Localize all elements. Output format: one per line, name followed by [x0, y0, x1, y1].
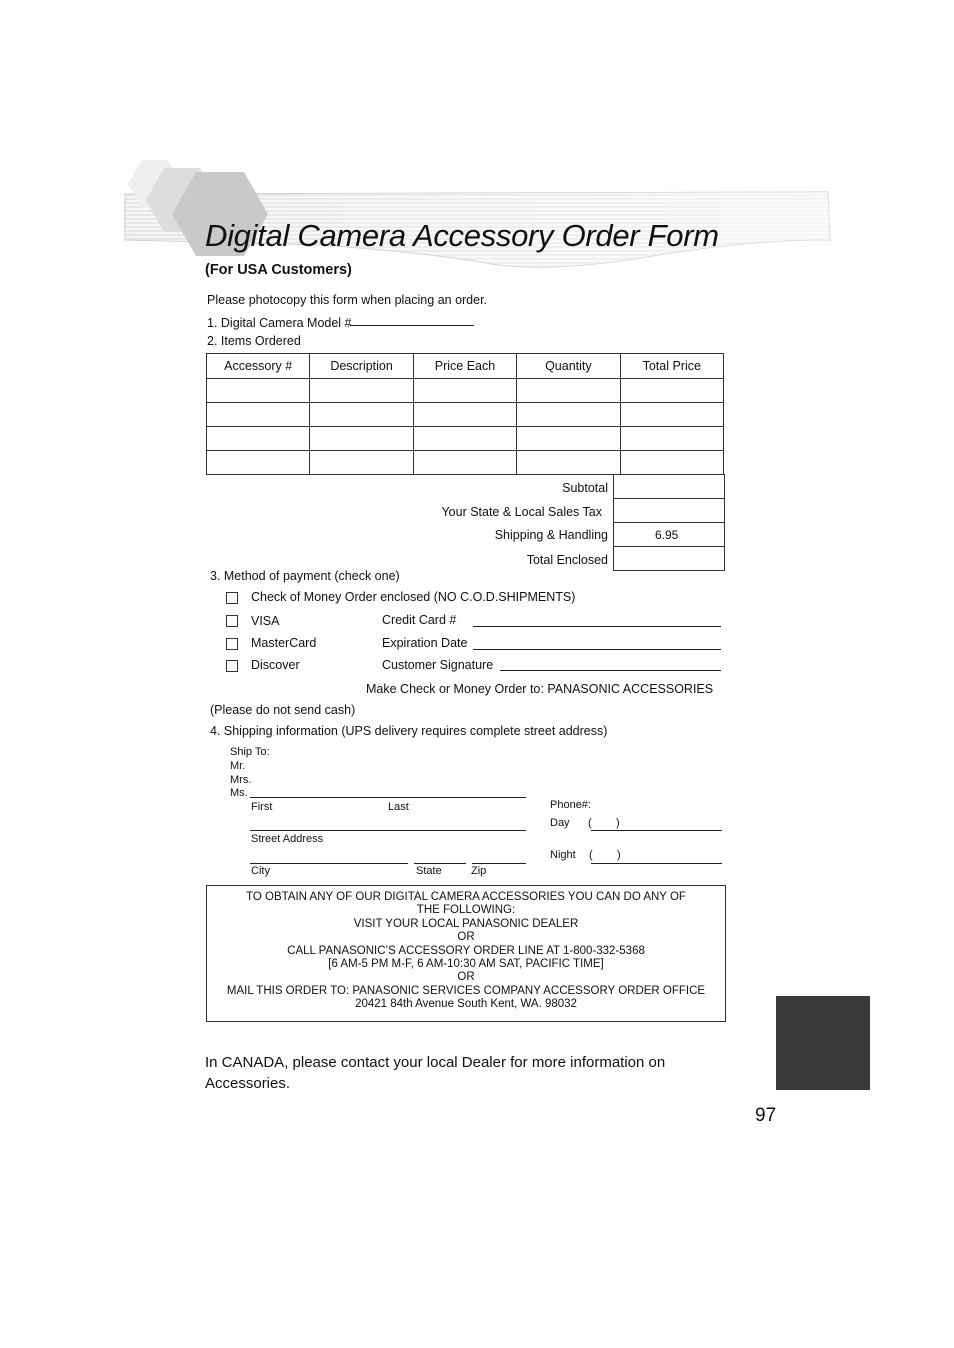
- page-number: 97: [755, 1105, 777, 1126]
- sales-tax-label: Your State & Local Sales Tax: [441, 505, 602, 519]
- table-cell[interactable]: [310, 427, 413, 451]
- table-cell[interactable]: [517, 427, 620, 451]
- check-option-label: Check of Money Order enclosed (NO C.O.D.SHIPMENTS): [251, 590, 576, 604]
- no-cash-note: (Please do not send cash): [210, 703, 356, 717]
- signature-field[interactable]: [500, 670, 721, 671]
- payable-to-note: Make Check or Money Order to: PANASONIC ACCESSORIES: [366, 682, 714, 696]
- subtotal-label: Subtotal: [562, 481, 608, 495]
- info-line: VISIT YOUR LOCAL PANASONIC DEALER: [353, 917, 579, 930]
- visa-label: VISA: [251, 614, 280, 628]
- zip-field[interactable]: [472, 863, 526, 864]
- info-line: OR: [457, 931, 475, 944]
- info-line: [6 AM-5 PM M-F, 6 AM-10:30 AM SAT, PACIFIC TIME]: [328, 958, 604, 971]
- first-name-label: First: [251, 801, 273, 813]
- subtotal-field[interactable]: [614, 474, 724, 498]
- payment-heading: 3. Method of payment (check one): [210, 569, 400, 583]
- credit-card-label: Credit Card #: [382, 613, 457, 627]
- canada-note: In CANADA, please contact your local Dealer for more information on Accessories.: [205, 1054, 666, 1092]
- table-cell[interactable]: [620, 427, 723, 451]
- street-address-field[interactable]: [250, 830, 526, 831]
- intro-text: Please photocopy this form when placing an order.: [207, 293, 488, 307]
- info-line: MAIL THIS ORDER TO: PANASONIC SERVICES COMPANY ACCESSORY ORDER OFFICE: [226, 984, 706, 997]
- name-field[interactable]: [250, 797, 526, 798]
- column-header: Accessory #: [207, 354, 310, 379]
- mastercard-label: MasterCard: [251, 636, 317, 650]
- model-number-field[interactable]: [350, 325, 474, 326]
- phone-label: Phone#:: [550, 799, 591, 811]
- state-label: State: [416, 865, 442, 877]
- table-row: [207, 379, 724, 403]
- visa-checkbox[interactable]: [226, 615, 238, 627]
- expiration-label: Expiration Date: [382, 636, 468, 650]
- street-address-label: Street Address: [251, 833, 324, 845]
- night-phone-label: Night: [550, 849, 576, 861]
- column-header: Total Price: [620, 354, 723, 379]
- shipping-label: Shipping & Handling: [494, 528, 608, 542]
- info-line: OR: [457, 971, 475, 984]
- info-line: CALL PANASONIC’S ACCESSORY ORDER LINE AT 1-800-332-5368: [287, 944, 645, 957]
- table-cell[interactable]: [310, 403, 413, 427]
- table-row: [207, 427, 724, 451]
- expiration-field[interactable]: [473, 649, 721, 650]
- shipping-value: 6.95: [614, 522, 724, 546]
- city-label: City: [251, 865, 270, 877]
- total-enclosed-label: Total Enclosed: [526, 553, 608, 567]
- info-line: THE FOLLOWING:: [416, 904, 516, 917]
- page-title: Digital Camera Accessory Order Form: [205, 218, 719, 253]
- night-area-close-paren: ): [617, 849, 621, 861]
- info-line: 20421 84th Avenue South Kent, WA. 98032: [355, 998, 577, 1011]
- items-ordered-label: 2. Items Ordered: [207, 334, 301, 348]
- night-phone-field[interactable]: [591, 863, 722, 864]
- column-header: Description: [310, 354, 413, 379]
- day-phone-label: Day: [550, 817, 570, 829]
- summary-box: [613, 474, 725, 571]
- title-ms-label: Ms.: [230, 787, 248, 799]
- zip-label: Zip: [471, 865, 487, 877]
- table-cell[interactable]: [207, 403, 310, 427]
- table-cell[interactable]: [207, 427, 310, 451]
- check-checkbox[interactable]: [226, 592, 238, 604]
- page-subtitle: (For USA Customers): [205, 262, 352, 278]
- table-cell[interactable]: [207, 379, 310, 403]
- table-cell[interactable]: [620, 403, 723, 427]
- day-area-open-paren: (: [588, 817, 592, 829]
- city-field[interactable]: [250, 863, 408, 864]
- table-cell[interactable]: [413, 403, 516, 427]
- info-line: TO OBTAIN ANY OF OUR DIGITAL CAMERA ACCESSORIES YOU CAN DO ANY OF: [246, 891, 686, 903]
- table-cell[interactable]: [310, 451, 413, 475]
- last-name-label: Last: [388, 801, 409, 813]
- items-ordered-table: [206, 353, 724, 475]
- ship-to-label: Ship To:: [230, 746, 270, 758]
- state-field[interactable]: [414, 863, 466, 864]
- credit-card-field[interactable]: [473, 626, 721, 627]
- table-cell[interactable]: [413, 379, 516, 403]
- title-mr-label: Mr.: [230, 760, 246, 772]
- column-header: Quantity: [517, 354, 620, 379]
- table-cell[interactable]: [310, 379, 413, 403]
- mastercard-checkbox[interactable]: [226, 638, 238, 650]
- sales-tax-field[interactable]: [614, 498, 724, 522]
- discover-checkbox[interactable]: [226, 660, 238, 672]
- header-banner-graphic: [120, 150, 840, 280]
- day-area-close-paren: ): [616, 817, 620, 829]
- table-header-row: [207, 354, 724, 379]
- table-cell[interactable]: [413, 427, 516, 451]
- model-label: 1. Digital Camera Model #: [207, 316, 352, 330]
- table-cell[interactable]: [413, 451, 516, 475]
- table-cell[interactable]: [517, 451, 620, 475]
- night-area-open-paren: (: [589, 849, 593, 861]
- shipping-heading: 4. Shipping information (UPS delivery requires complete street address): [210, 724, 608, 738]
- ordering-info-box: [206, 885, 726, 1022]
- table-cell[interactable]: [620, 451, 723, 475]
- day-phone-field[interactable]: [591, 830, 722, 831]
- table-cell[interactable]: [207, 451, 310, 475]
- total-enclosed-field[interactable]: [614, 546, 724, 570]
- table-cell[interactable]: [517, 379, 620, 403]
- discover-label: Discover: [251, 658, 300, 672]
- table-row: [207, 403, 724, 427]
- table-cell[interactable]: [620, 379, 723, 403]
- column-header: Price Each: [413, 354, 516, 379]
- table-cell[interactable]: [517, 403, 620, 427]
- title-mrs-label: Mrs.: [230, 774, 252, 786]
- table-row: [207, 451, 724, 475]
- page-side-tab: [776, 996, 870, 1090]
- signature-label: Customer Signature: [382, 658, 494, 672]
